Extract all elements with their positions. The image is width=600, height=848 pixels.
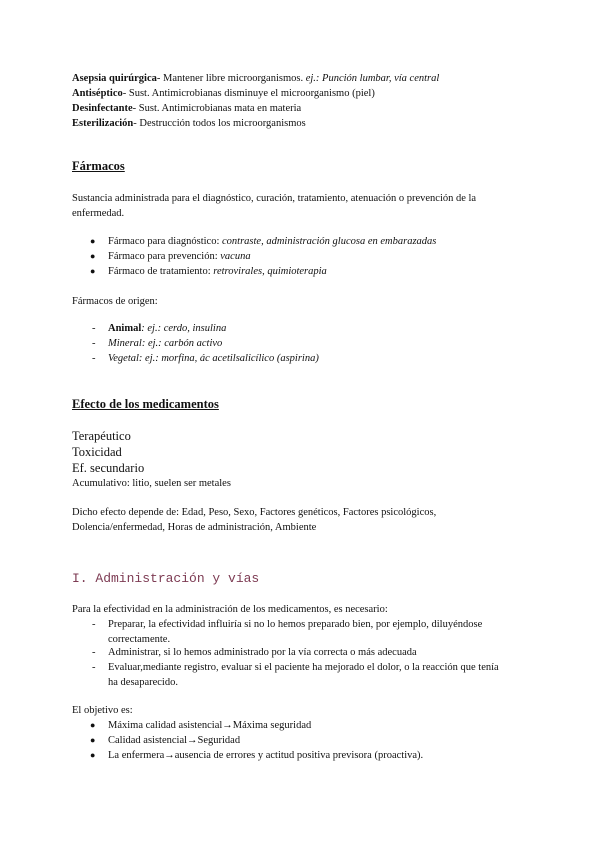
- efecto-item-secundario: Ef. secundario: [72, 461, 145, 475]
- definition-asepsia: Asepsia quirúrgica- Mantener libre microorganismos. ej.: Punción lumbar, vía central: [72, 73, 440, 84]
- definition-antiseptico: Antiséptico- Sust. Antimicrobianas disminuye el microorganismo (piel): [72, 88, 375, 99]
- term: Esterilización: [72, 118, 134, 129]
- farmaco-type-diagnostico: Fármaco para diagnóstico: contraste, administración glucosa en embarazadas: [108, 236, 437, 247]
- step-preparar-line2: correctamente.: [108, 634, 171, 645]
- efecto-depende-line2: Dolencia/enfermedad, Horas de administración, Ambiente: [72, 522, 317, 533]
- objective-item: La enfermera→ausencia de errores y actitud positiva previsora (proactiva).: [108, 750, 424, 761]
- dash-marker: -: [92, 662, 96, 673]
- definition-esterilizacion: Esterilización- Destrucción todos los microorganismos: [72, 118, 306, 129]
- bullet-icon: ●: [90, 735, 96, 745]
- step-evaluar-line2: ha desaparecido.: [108, 677, 178, 688]
- origin-animal: Animal: ej.: cerdo, insulina: [108, 323, 227, 334]
- dash-marker: -: [92, 338, 96, 349]
- farmacos-intro-line2: enfermedad.: [72, 208, 125, 219]
- dash-marker: -: [92, 647, 96, 658]
- administracion-intro: Para la efectividad en la administración de los medicamentos, es necesario:: [72, 604, 388, 615]
- heading-efecto: Efecto de los medicamentos: [72, 397, 219, 411]
- farmacos-intro-line1: Sustancia administrada para el diagnóstico, curación, tratamiento, atenuación o prevención de la: [72, 193, 477, 204]
- step-preparar-line1: Preparar, la efectividad influiría si no lo hemos preparado bien, por ejemplo, diluyéndose: [108, 619, 483, 630]
- term: Asepsia quirúrgica: [72, 73, 157, 84]
- heading-administracion: I. Administración y vías: [72, 571, 260, 586]
- objective-title: El objetivo es:: [72, 705, 133, 716]
- heading-farmacos: Fármacos: [72, 159, 125, 173]
- farmaco-type-prevencion: Fármaco para prevención: vacuna: [108, 251, 251, 262]
- efecto-item-terapeutico: Terapéutico: [72, 429, 131, 443]
- step-evaluar-line1: Evaluar,mediante registro, evaluar si el paciente ha mejorado el dolor, o la reacción que tenía: [108, 662, 499, 673]
- dash-marker: -: [92, 353, 96, 364]
- origin-mineral: Mineral: ej.: carbón activo: [108, 338, 223, 349]
- dash-marker: -: [92, 619, 96, 630]
- farmacos-origen-title: Fármacos de origen:: [72, 296, 158, 307]
- term: Antiséptico: [72, 88, 123, 99]
- definition-desinfectante: Desinfectante- Sust. Antimicrobianas mata en materia: [72, 103, 302, 114]
- farmaco-type-tratamiento: Fármaco de tratamiento: retrovirales, quimioterapia: [108, 266, 327, 277]
- term: Desinfectante: [72, 103, 133, 114]
- objective-item: Calidad asistencial→Seguridad: [108, 735, 241, 746]
- step-administrar: Administrar, si lo hemos administrado por la vía correcta o más adecuada: [108, 647, 417, 658]
- dash-marker: -: [92, 323, 96, 334]
- origin-vegetal: Vegetal: ej.: morfina, ác acetilsalicílico (aspirina): [108, 353, 319, 364]
- bullet-icon: ●: [90, 750, 96, 760]
- objective-item: Máxima calidad asistencial→Máxima seguridad: [108, 720, 312, 731]
- efecto-depende-line1: Dicho efecto depende de: Edad, Peso, Sexo, Factores genéticos, Factores psicológicos,: [72, 507, 437, 518]
- efecto-item-toxicidad: Toxicidad: [72, 445, 122, 459]
- efecto-acumulativo: Acumulativo: litio, suelen ser metales: [72, 478, 231, 489]
- bullet-icon: ●: [90, 236, 96, 246]
- bullet-icon: ●: [90, 251, 96, 261]
- bullet-icon: ●: [90, 720, 96, 730]
- bullet-icon: ●: [90, 266, 96, 276]
